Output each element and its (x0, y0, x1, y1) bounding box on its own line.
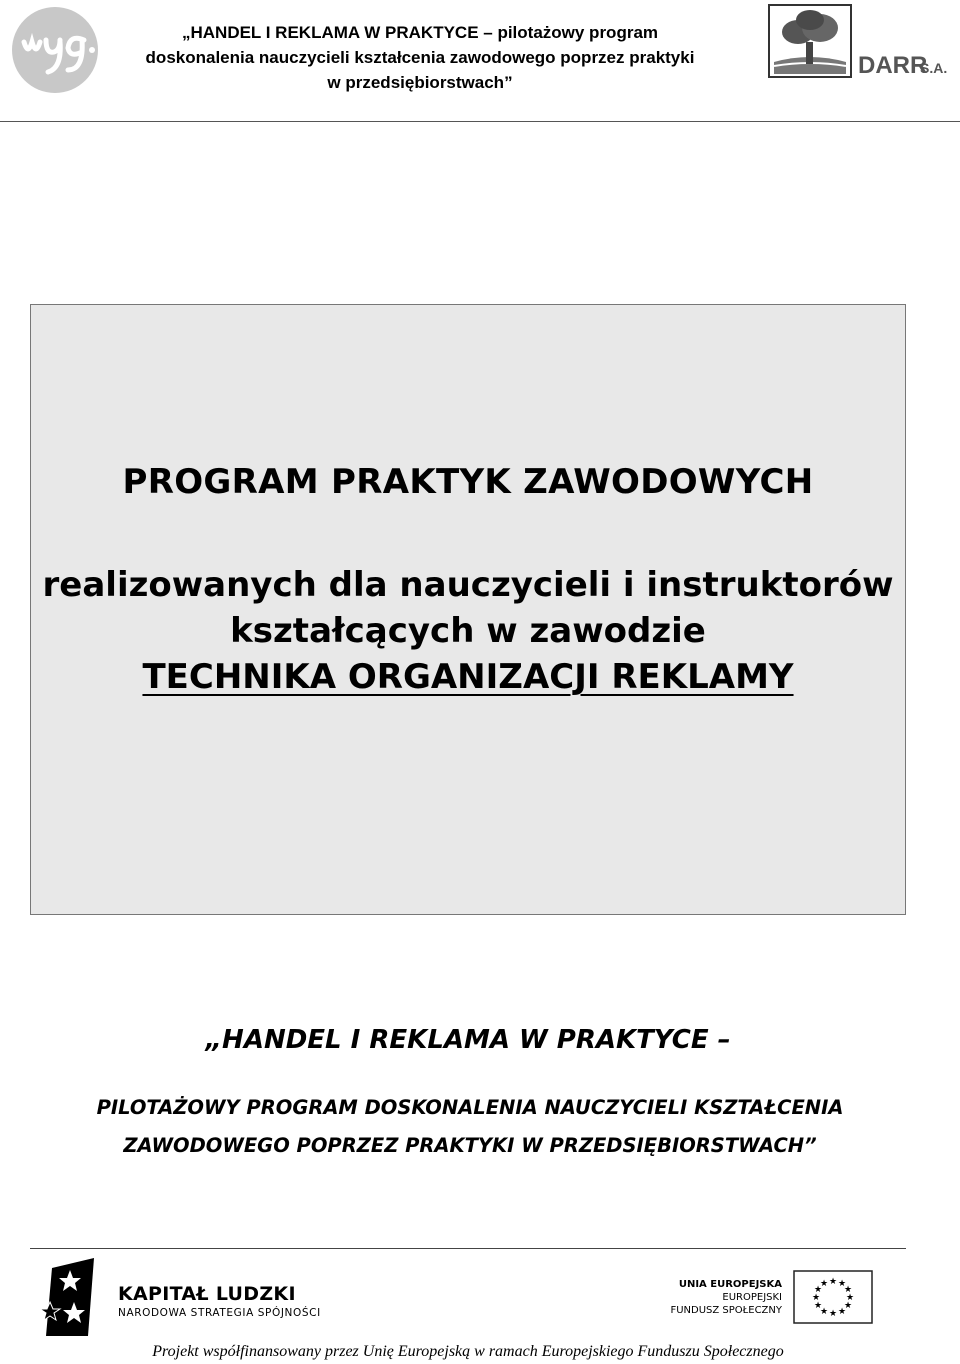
svg-text:★: ★ (837, 1279, 847, 1289)
project-line-1: PILOTAŻOWY PROGRAM DOSKONALENIA NAUCZYCIELI KSZTAŁCENIA (96, 1096, 844, 1119)
subtitle-line-2: kształcących w zawodzie (230, 611, 706, 651)
profession-name: TECHNIKA ORGANIZACJI REKLAMY (142, 657, 794, 697)
subtitle-line-1: realizowanych dla nauczycieli i instruktorów (42, 565, 894, 605)
project-title: „HANDEL I REKLAMA W PRAKTYCE – (205, 1025, 731, 1055)
project-description (40, 1089, 900, 1165)
kapital-ludzki-subtitle: NARODOWA STRATEGIA SPÓJNOŚCI (118, 1307, 321, 1319)
darr-logo-suffix: S.A. (920, 60, 948, 76)
footer-divider (30, 1248, 906, 1249)
svg-text:★: ★ (843, 1285, 853, 1295)
eu-line-3: FUNDUSZ SPOŁECZNY (670, 1305, 782, 1316)
program-subtitle (30, 562, 906, 700)
svg-text:★: ★ (813, 1285, 823, 1295)
kapital-ludzki-title: KAPITAŁ LUDZKI (118, 1283, 296, 1305)
program-title: PROGRAM PRAKTYK ZAWODOWYCH (122, 462, 814, 502)
darr-logo-text: DARR (858, 52, 928, 79)
svg-text:★: ★ (819, 1279, 829, 1289)
svg-text:★: ★ (819, 1307, 829, 1317)
svg-text:★: ★ (813, 1301, 823, 1311)
project-line-2: ZAWODOWEGO POPRZEZ PRAKTYKI W PRZEDSIĘBIORSTWACH” (123, 1134, 817, 1157)
header-line-2: doskonalenia nauczycieli kształcenia zawodowego poprzez praktyki (145, 48, 695, 67)
header-divider (0, 121, 960, 122)
kapital-ludzki-logo (40, 1256, 100, 1338)
svg-text:★: ★ (845, 1293, 855, 1303)
svg-text:★: ★ (828, 1277, 838, 1287)
eu-line-1: UNIA EUROPEJSKA (678, 1279, 782, 1290)
svg-text:★: ★ (828, 1309, 838, 1319)
svg-text:★: ★ (811, 1293, 821, 1303)
wyg-logo (10, 6, 100, 94)
header-line-3: w przedsiębiorstwach” (327, 73, 513, 92)
header-line-1: „HANDEL I REKLAMA W PRAKTYCE – pilotażowy program (181, 23, 659, 42)
svg-text:★: ★ (837, 1307, 847, 1317)
header-title (120, 20, 720, 95)
eu-line-2: EUROPEJSKI (722, 1292, 782, 1303)
svg-text:★: ★ (843, 1301, 853, 1311)
eu-flag-icon (793, 1270, 873, 1324)
footer-note: Projekt współfinansowany przez Unię Europejską w ramach Europejskiego Funduszu Społecznego (152, 1343, 784, 1360)
eu-text (662, 1278, 782, 1317)
